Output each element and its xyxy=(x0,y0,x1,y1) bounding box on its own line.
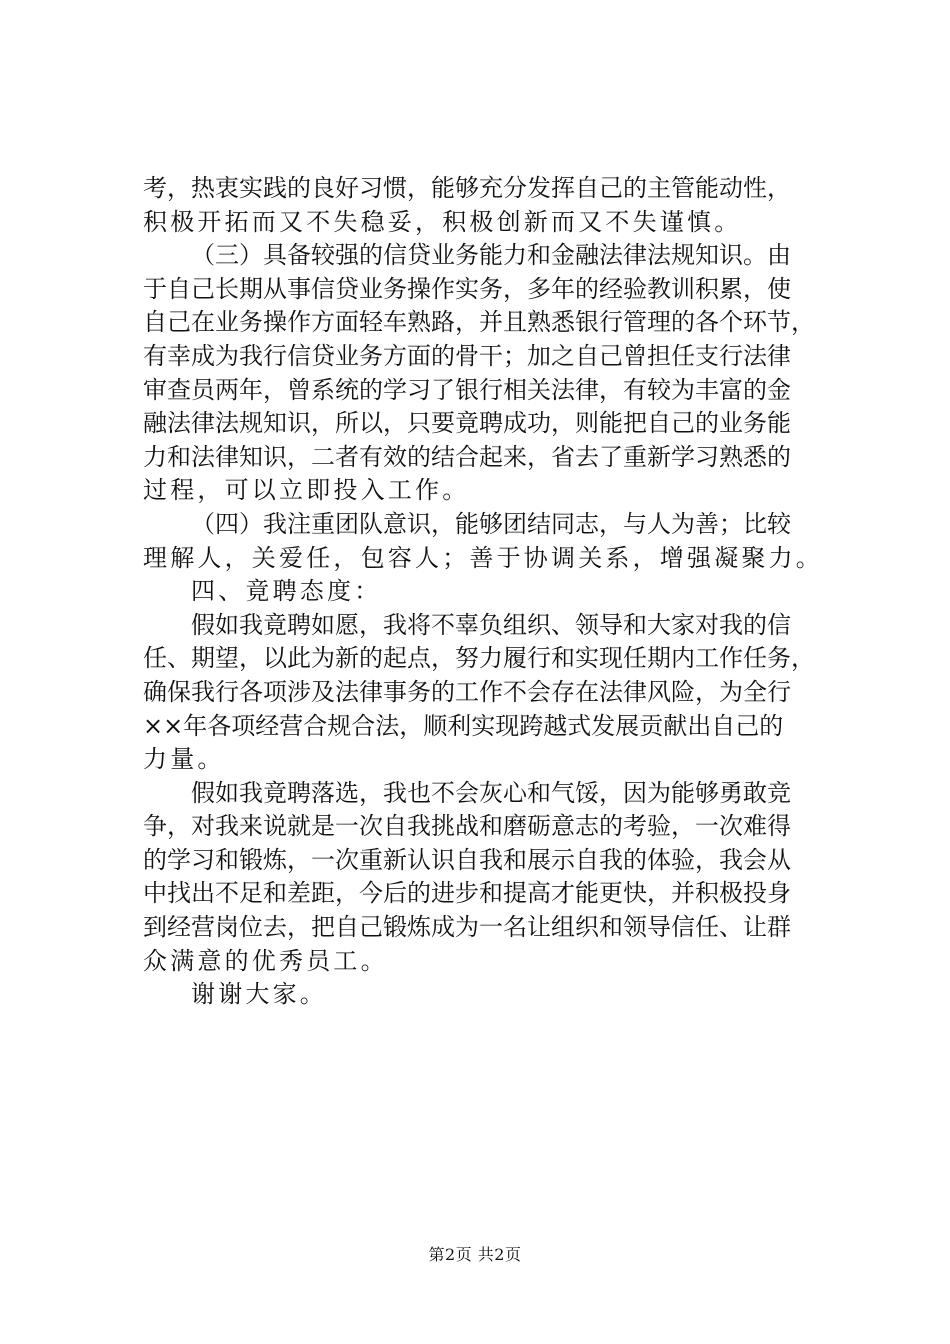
text-line: ××年各项经营合规合法，顺利实现跨越式发展贡献出自己的 xyxy=(143,711,784,740)
page-footer: 第2页 共2页 xyxy=(428,1245,522,1264)
text-line: 的学习和锻炼，一次重新认识自我和展示自我的体验，我会从 xyxy=(143,845,791,874)
text-line: （三）具备较强的信贷业务能力和金融法律法规知识。由 xyxy=(191,241,791,270)
text-line: 积极开拓而又不失稳妥，积极创新而又不失谨慎。 xyxy=(143,207,742,236)
text-line: 理解人，关爱任，包容人；善于协调关系，增强凝聚力。 xyxy=(143,543,823,572)
document-body xyxy=(143,172,843,1012)
text-line: 过程，可以立即投入工作。 xyxy=(143,476,470,505)
text-line: 众满意的优秀员工。 xyxy=(143,946,388,975)
text-line: （四）我注重团队意识，能够团结同志，与人为善；比较 xyxy=(191,509,791,538)
text-line: 争，对我来说就是一次自我挑战和磨砺意志的考验，一次难得 xyxy=(143,812,791,841)
text-line: 任、期望，以此为新的起点，努力履行和实现任期内工作任务， xyxy=(143,644,815,673)
text-line: 到经营岗位去，把自己锻炼成为一名让组织和领导信任、让群 xyxy=(143,913,791,942)
text-line: 假如我竟聘如愿，我将不辜负组织、领导和大家对我的信 xyxy=(191,610,791,639)
text-line: 假如我竟聘落选，我也不会灰心和气馁，因为能够勇敢竞 xyxy=(191,778,791,807)
text-line: 于自己长期从事信贷业务操作实务，多年的经验教训积累，使 xyxy=(143,274,791,303)
text-line: 力和法律知识，二者有效的结合起来，省去了重新学习熟悉的 xyxy=(143,442,791,471)
text-line: 四、竟聘态度： xyxy=(191,577,382,606)
text-line: 确保我行各项涉及法律事务的工作不会存在法律风险，为全行 xyxy=(143,677,791,706)
text-line: 有幸成为我行信贷业务方面的骨干；加之自己曾担任支行法律 xyxy=(143,341,791,370)
text-line: 融法律法规知识，所以，只要竟聘成功，则能把自己的业务能 xyxy=(143,409,791,438)
text-line: 考，热衷实践的良好习惯，能够充分发挥自己的主管能动性， xyxy=(143,174,791,202)
text-line: 审查员两年，曾系统的学习了银行相关法律，有较为丰富的金 xyxy=(143,375,791,404)
text-line: 力量。 xyxy=(143,745,225,774)
text-line: 自己在业务操作方面轻车熟路，并且熟悉银行管理的各个环节， xyxy=(143,308,815,337)
text-line: 中找出不足和差距，今后的进步和提高才能更快，并积极投身 xyxy=(143,879,791,908)
text-line: 谢谢大家。 xyxy=(191,980,327,1009)
